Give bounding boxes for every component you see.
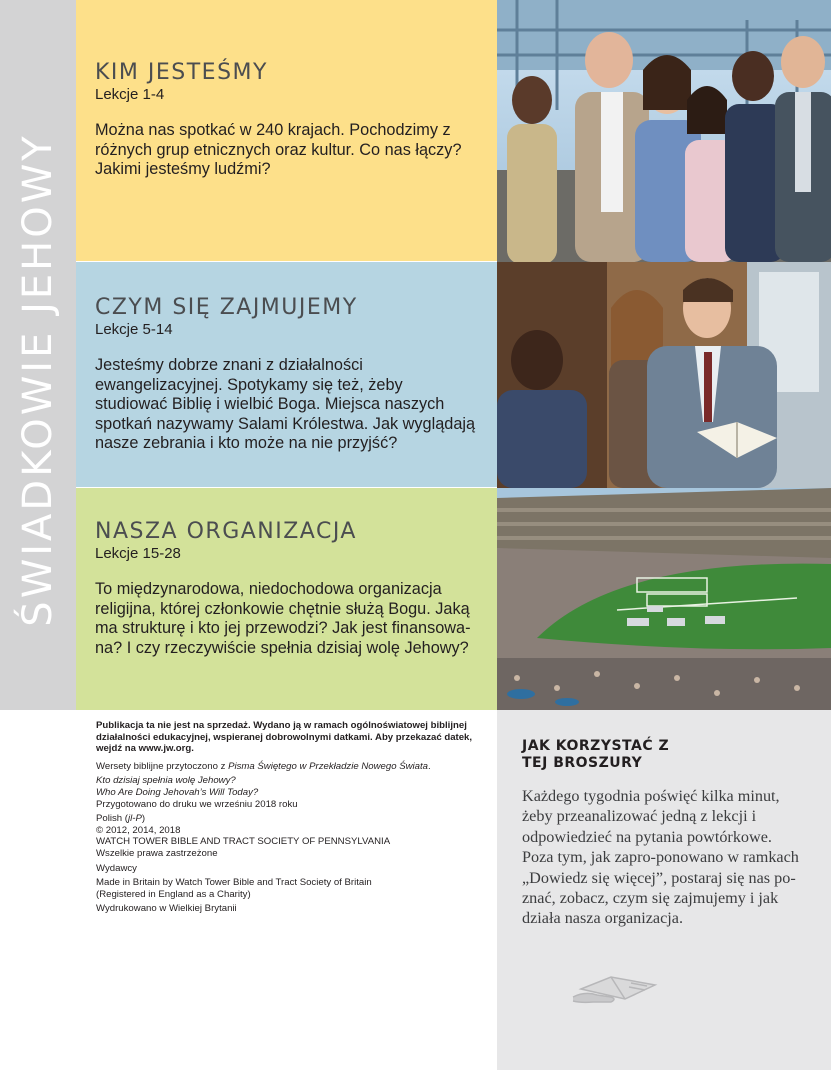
section-our-organization bbox=[76, 488, 497, 710]
group-of-people-photo bbox=[497, 0, 831, 262]
imprint-verses: Wersety biblijne przytoczono z Pisma Świętego w Przekładzie Nowego Świata. bbox=[96, 760, 431, 772]
imprint-copyright: © 2012, 2014, 2018 bbox=[96, 824, 181, 836]
spine-bottom bbox=[0, 710, 76, 1070]
imprint-notice: Publikacja ta nie jest na sprzedaż. Wydano ją w ramach ogólnoświatowej biblijnej działalności edukacyjnej, wspieranej dobrowolnymi datkami. Aby przekazać datek, wejdź na www.jw.org. bbox=[96, 720, 473, 755]
imprint-rights: Wszelkie prawa zastrzeżone bbox=[96, 847, 218, 859]
section-body: Jesteśmy dobrze znani z działalności ewangelizacyjnej. Spotykamy się też, żeby studiować Biblię i wielbić Boga. Miejsca naszych spotkań nazywamy Salami Królestwa. Jak wyglądają nasze zebrania i kto może na nie przyjść? bbox=[95, 356, 476, 452]
how-to-use-body: Każdego tygodnia poświęć kilka minut, żeby przeanalizować jedną z lekcji i odpowiedzieć na pytania powtórkowe. Poza tym, jak zapro-ponowano w ramkach „Dowiedz się więcej”, postaraj się nas po-znać, zobacz, czym się zajmujemy i jak działa nasza organizacja. bbox=[522, 787, 799, 928]
imprint-publishers: Wydawcy bbox=[96, 862, 137, 874]
section-title: NASZA ORGANIZACJA bbox=[95, 519, 357, 544]
section-title: KIM JESTEŚMY bbox=[95, 60, 268, 85]
door-to-door-ministry-photo bbox=[497, 262, 831, 488]
section-lessons: Lekcje 15-28 bbox=[95, 545, 181, 562]
section-who-we-are bbox=[76, 0, 497, 262]
imprint-registered: (Registered in England as a Charity) bbox=[96, 888, 251, 900]
imprint-title-en: Who Are Doing Jehovah’s Will Today? bbox=[96, 786, 259, 798]
section-body: To międzynarodowa, niedochodowa organizacja religijna, której członkowie chętnie służą Bogu. Jaką ma strukturę i kto jej przewodzi? Jak jest finansowa-na? I czy rzeczywiście spełnia dzisiaj wolę Jehowy? bbox=[95, 580, 471, 657]
open-book-hand-icon bbox=[571, 967, 661, 1012]
imprint-made-in: Made in Britain by Watch Tower Bible and Tract Society of Britain bbox=[96, 877, 372, 889]
section-title: CZYM SIĘ ZAJMUJEMY bbox=[95, 295, 358, 320]
stadium-convention-photo bbox=[497, 488, 831, 710]
section-lessons: Lekcje 1-4 bbox=[95, 86, 165, 103]
imprint-title-pl: Kto dzisiaj spełnia wolę Jehowy? bbox=[96, 775, 236, 787]
how-to-use-title: JAK KORZYSTAĆ Z TEJ BROSZURY bbox=[522, 738, 670, 771]
section-what-we-do bbox=[76, 262, 497, 488]
imprint-society: WATCH TOWER BIBLE AND TRACT SOCIETY OF PENNSYLVANIA bbox=[96, 836, 391, 848]
imprint-block bbox=[96, 720, 491, 915]
how-to-use-box bbox=[497, 710, 831, 1070]
imprint-language: Polish (jl-P) bbox=[96, 813, 146, 825]
imprint-printed: Wydrukowano w Wielkiej Brytanii bbox=[96, 903, 237, 915]
section-lessons: Lekcje 5-14 bbox=[95, 321, 173, 338]
imprint-prepared: Przygotowano do druku we wrześniu 2018 roku bbox=[96, 798, 298, 810]
section-body: Można nas spotkać w 240 krajach. Pochodzimy z różnych grup etnicznych oraz kultur. Co nas łączy? Jakimi jesteśmy ludźmi? bbox=[95, 121, 462, 178]
spine-band bbox=[0, 0, 76, 710]
spine-title: ŚWIADKOWIE JEHOWY bbox=[15, 133, 61, 627]
